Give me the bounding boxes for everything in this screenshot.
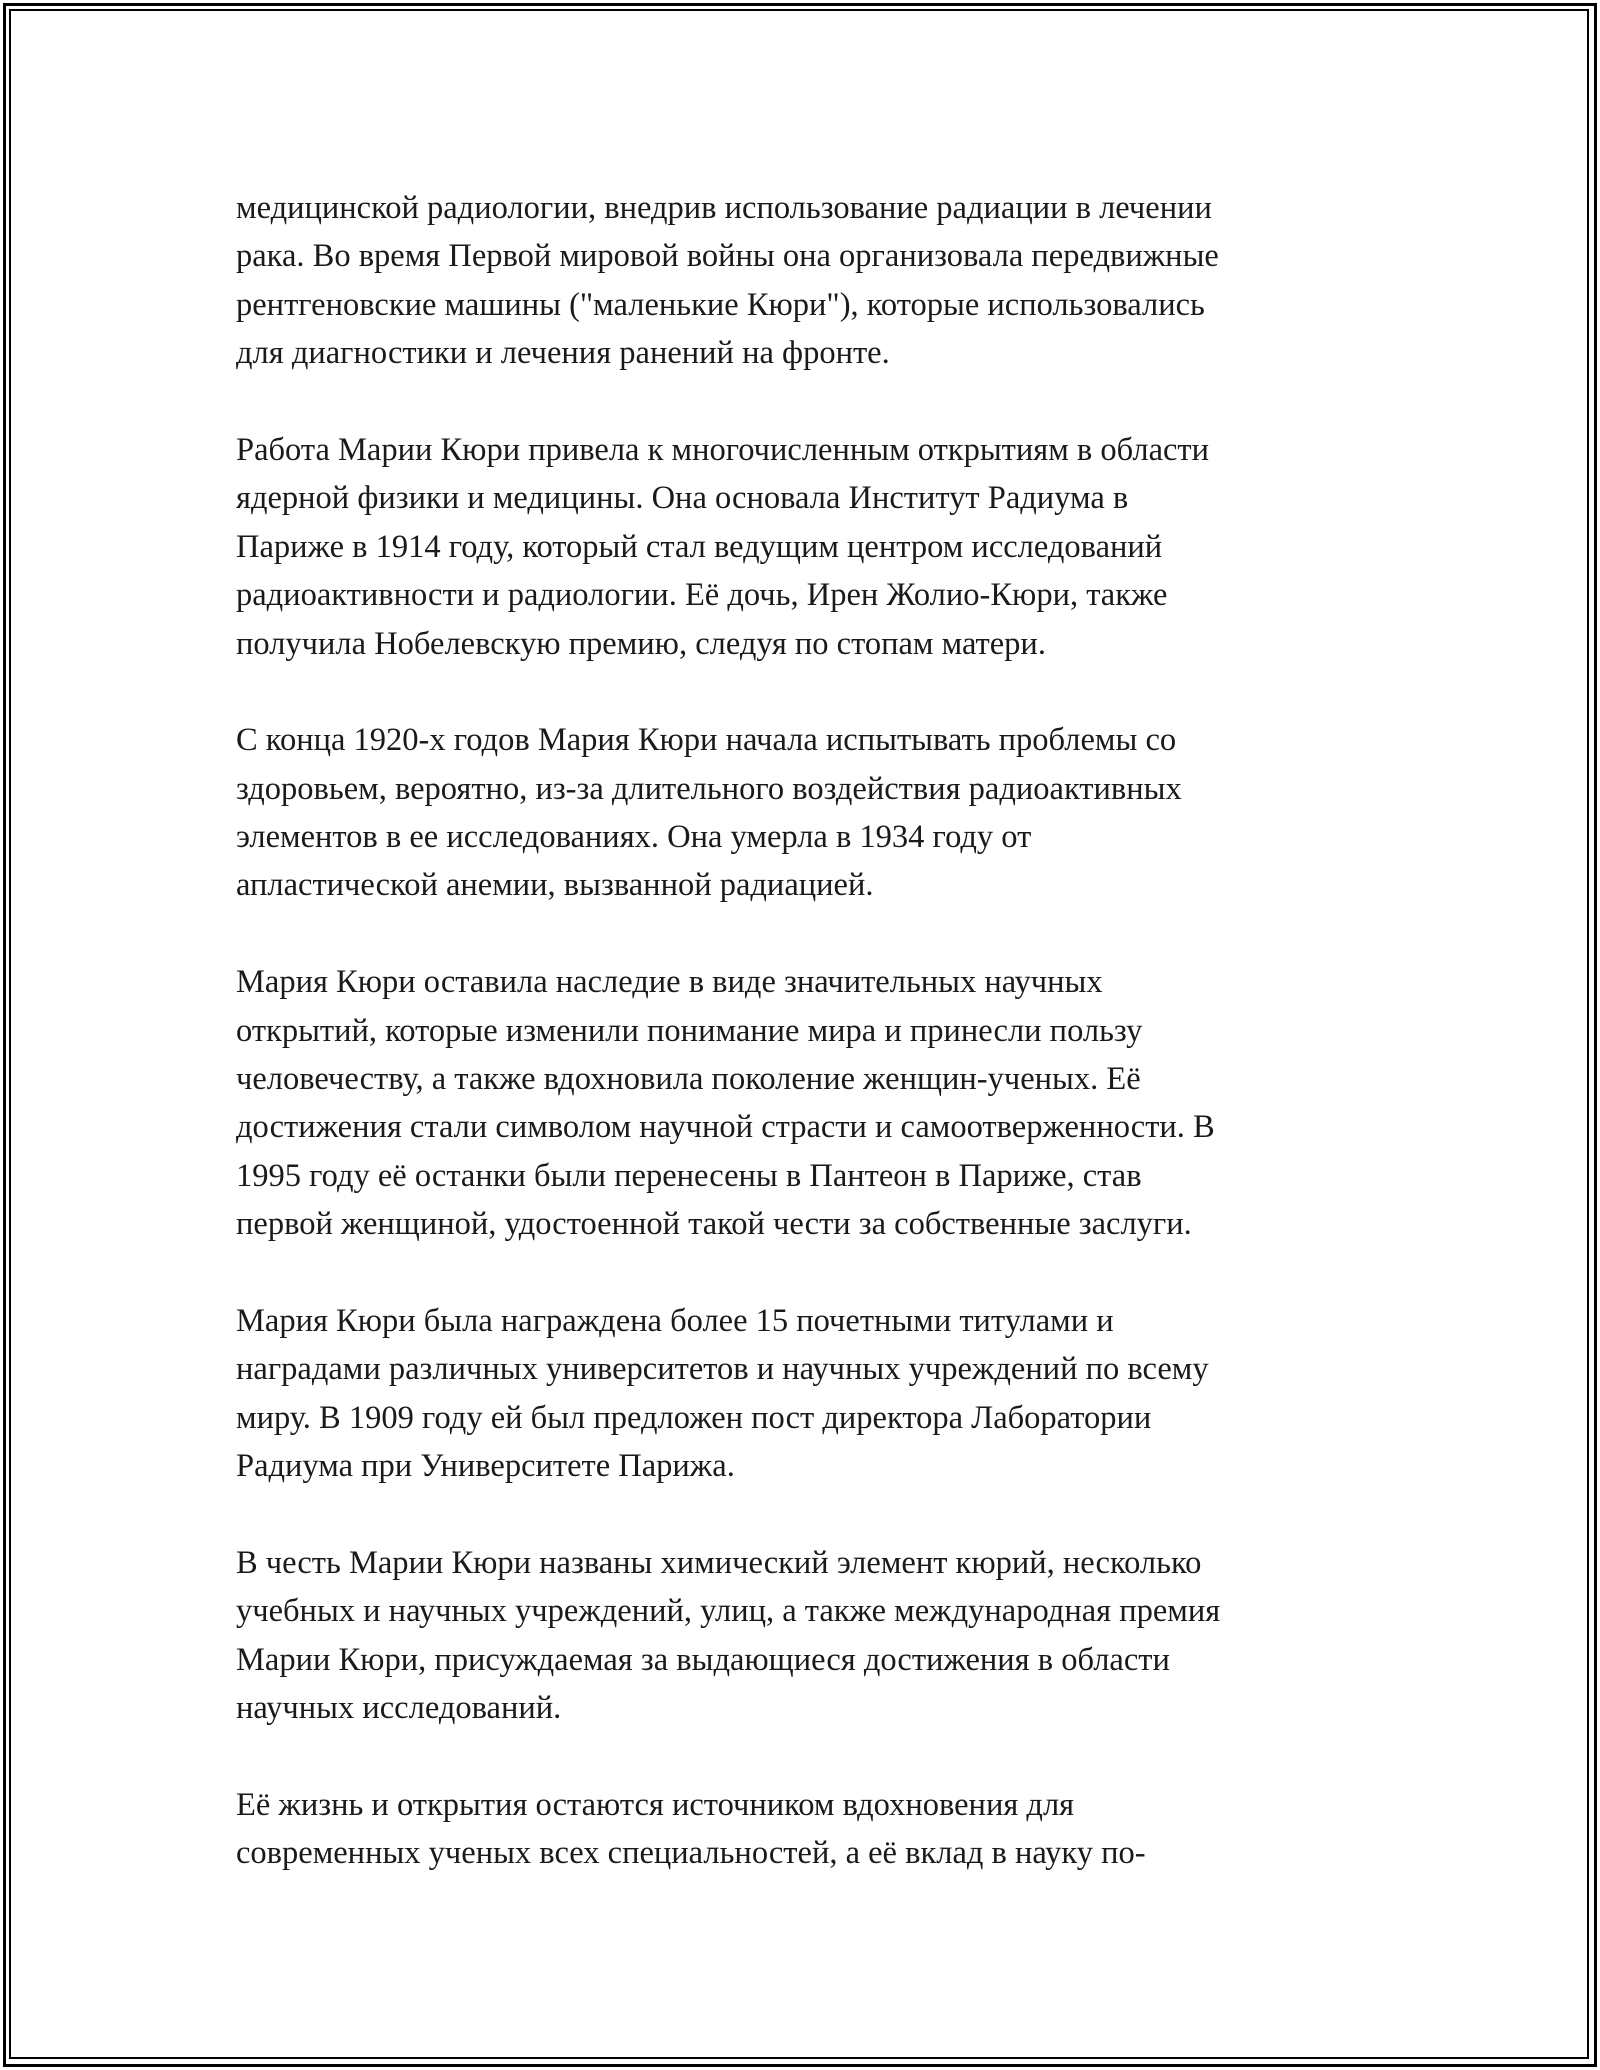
paragraph-gap [236, 1249, 1366, 1297]
text-line: для диагностики и лечения ранений на фронте. [236, 335, 890, 372]
text-line: здоровьем, вероятно, из-за длительного воздействия радиоактивных [236, 770, 1182, 807]
text-line: рентгеновские машины ("маленькие Кюри"), которые использовались [236, 286, 1205, 323]
text-line: Париже в 1914 году, который стал ведущим центром исследований [236, 528, 1163, 565]
text-line: С конца 1920-х годов Мария Кюри начала испытывать проблемы со [236, 722, 1177, 759]
paragraph-gap [236, 668, 1366, 716]
text-line: ядерной физики и медицины. Она основала Институт Радиума в [236, 480, 1129, 517]
text-line: В честь Марии Кюри названы химический элемент кюрий, несколько [236, 1544, 1202, 1581]
paragraph-6 [236, 1539, 1366, 1733]
paragraph-7 [236, 1781, 1366, 1878]
text-line: 1995 году её останки были перенесены в Пантеон в Париже, став [236, 1157, 1142, 1194]
paragraph-4 [236, 958, 1366, 1248]
text-line: достижения стали символом научной страсти и самоотверженности. В [236, 1109, 1215, 1146]
text-line: человечеству, а также вдохновила поколение женщин-ученых. Её [236, 1061, 1141, 1098]
paragraph-1 [236, 184, 1366, 378]
text-line: апластической анемии, вызванной радиацией. [236, 867, 874, 904]
text-line: Её жизнь и открытия остаются источником вдохновения для [236, 1786, 1075, 1823]
text-line: Работа Марии Кюри привела к многочисленным открытиям в области [236, 431, 1210, 468]
text-line: Радиума при Университете Парижа. [236, 1448, 735, 1485]
paragraph-gap [236, 1733, 1366, 1781]
text-line: научных исследований. [236, 1690, 562, 1727]
document-body [236, 184, 1366, 1878]
paragraph-gap [236, 1491, 1366, 1539]
text-line: наградами различных университетов и научных учреждений по всему [236, 1351, 1209, 1388]
paragraph-gap [236, 378, 1366, 426]
text-line: открытий, которые изменили понимание мира и принесли пользу [236, 1012, 1143, 1049]
text-line: элементов в ее исследованиях. Она умерла в 1934 году от [236, 819, 1032, 856]
text-line: Мария Кюри была награждена более 15 почетными титулами и [236, 1302, 1114, 1339]
text-line: учебных и научных учреждений, улиц, а также международная премия [236, 1593, 1221, 1630]
text-line: Мария Кюри оставила наследие в виде значительных научных [236, 964, 1103, 1001]
paragraph-5 [236, 1297, 1366, 1491]
paragraph-2 [236, 426, 1366, 668]
text-line: первой женщиной, удостоенной такой чести за собственные заслуги. [236, 1206, 1192, 1243]
text-line: медицинской радиологии, внедрив использование радиации в лечении [236, 190, 1212, 226]
paragraph-3 [236, 716, 1366, 910]
text-line: современных ученых всех специальностей, а её вклад в науку по- [236, 1835, 1146, 1872]
text-line: миру. В 1909 году ей был предложен пост директора Лаборатории [236, 1399, 1152, 1436]
text-line: радиоактивности и радиологии. Её дочь, Ирен Жолио-Кюри, также [236, 577, 1168, 614]
paragraph-gap [236, 910, 1366, 958]
text-line: получила Нобелевскую премию, следуя по стопам матери. [236, 625, 1046, 662]
text-line: Марии Кюри, присуждаемая за выдающиеся достижения в области [236, 1641, 1170, 1678]
text-line: рака. Во время Первой мировой войны она организовала передвижные [236, 238, 1219, 275]
